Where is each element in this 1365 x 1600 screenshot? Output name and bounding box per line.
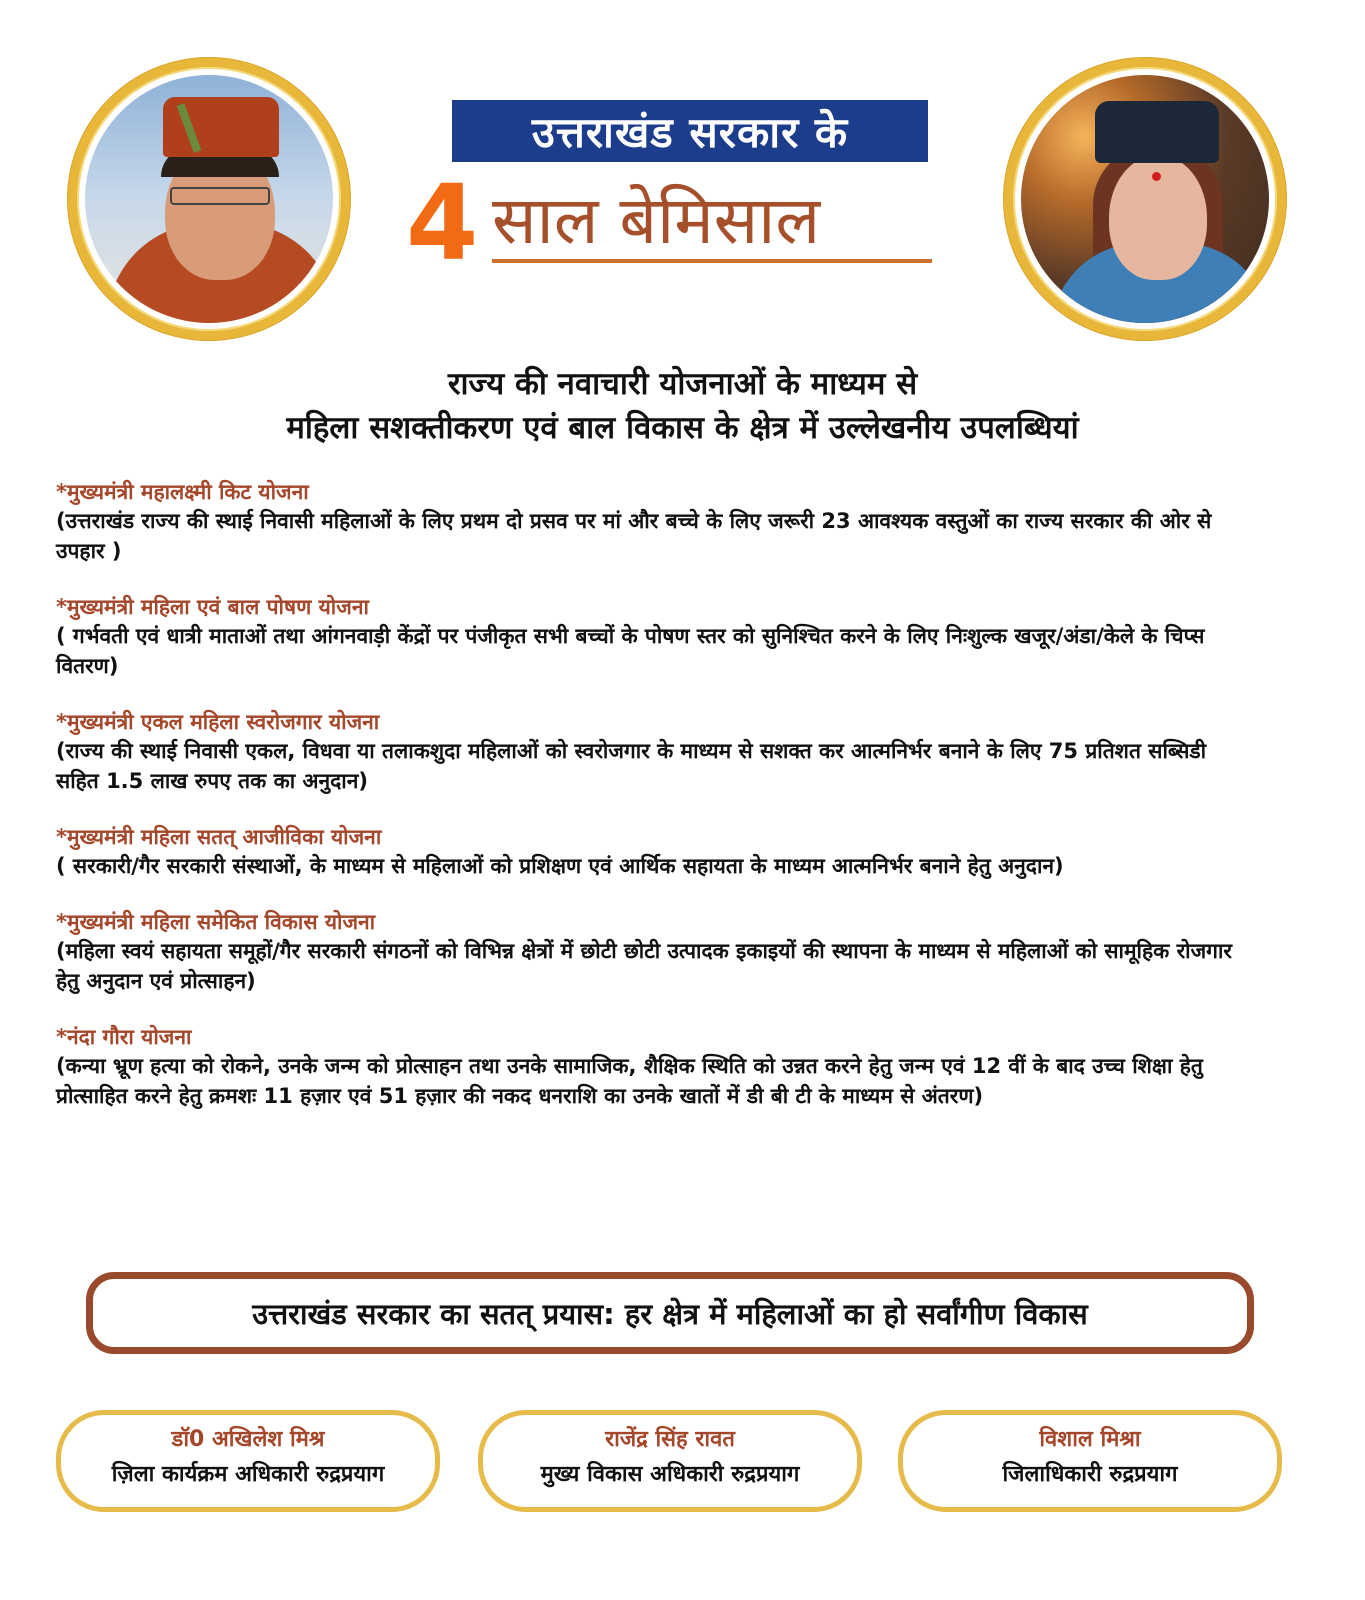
logo-number: 4	[406, 162, 479, 284]
scheme-description: (उत्तराखंड राज्य की स्थाई निवासी महिलाओं के लिए प्रथम दो प्रसव पर मां और बच्चे के लिए जरूरी 23 आवश्यक वस्तुओं का राज्य सरकार की ओर से उपहार )	[56, 509, 1212, 563]
scheme-title: *मुख्यमंत्री महिला एवं बाल पोषण योजना	[56, 595, 369, 619]
scheme-description: ( गर्भवती एवं धात्री माताओं तथा आंगनवाड़ी केंद्रों पर पंजीकृत सभी बच्चों के पोषण स्तर को सुनिश्चित करने के लिए निःशुल्क खजूर/अंडा/केले के चिप्स वितरण)	[56, 624, 1205, 678]
scheme-item	[56, 593, 1256, 681]
scheme-title: *मुख्यमंत्री महिला समेकित विकास योजना	[56, 910, 376, 934]
portrait-right	[1004, 58, 1286, 340]
official-role: मुख्य विकास अधिकारी रुद्रप्रयाग	[540, 1462, 800, 1487]
page-title	[0, 362, 1365, 450]
official-name: डॉ0 अखिलेश मिश्र	[171, 1427, 325, 1452]
official-role: ज़िला कार्यक्रम अधिकारी रुद्रप्रयाग	[111, 1462, 385, 1487]
scheme-item	[56, 708, 1256, 796]
title-line-2: महिला सशक्तीकरण एवं बाल विकास के क्षेत्र में उल्लेखनीय उपलब्धियां	[286, 410, 1079, 446]
glasses	[170, 187, 270, 205]
scheme-description: (कन्या भ्रूण हत्या को रोकने, उनके जन्म को प्रोत्साहन तथा उनके सामाजिक, शैक्षिक स्थिति को उन्नत करने हेतु जन्म एवं 12 वीं के बाद उच्च शिक्षा हेतु प्रोत्साहित करने हेतु क्रमशः 11 हज़ार एवं 51 हज़ार की नकद धनराशि का उनके खातों में डी बी टी के माध्यम से अंतरण)	[56, 1054, 1203, 1108]
logo-banner: उत्तराखंड सरकार के	[452, 100, 928, 162]
logo-tagline: साल बेमिसाल	[492, 183, 932, 263]
portrait-cap	[1095, 101, 1219, 163]
woman-portrait-photo	[1021, 75, 1269, 323]
scheme-title: *नंदा गौरा योजना	[56, 1025, 192, 1049]
official-name: विशाल मिश्रा	[1039, 1427, 1141, 1452]
scheme-title: *मुख्यमंत्री महालक्ष्मी किट योजना	[56, 480, 309, 504]
scheme-description: (महिला स्वयं सहायता समूहों/गैर सरकारी संगठनों को विभिन्न क्षेत्रों में छोटी छोटी उत्पादक इकाइयों की स्थापना के माध्यम से महिलाओं को सामूहिक रोजगार हेतु अनुदान एवं प्रोत्साहन)	[56, 939, 1233, 993]
official-card	[56, 1410, 440, 1512]
official-name: राजेंद्र सिंह रावत	[605, 1427, 735, 1452]
scheme-item	[56, 823, 1256, 881]
official-card	[898, 1410, 1282, 1512]
title-line-1: राज्य की नवाचारी योजनाओं के माध्यम से	[447, 366, 918, 402]
scheme-item	[56, 478, 1256, 566]
portrait-left	[68, 58, 350, 340]
schemes-list	[56, 478, 1256, 1138]
scheme-description: ( सरकारी/गैर सरकारी संस्थाओं, के माध्यम से महिलाओं को प्रशिक्षण एवं आर्थिक सहायता के माध्यम आत्मनिर्भर बनाने हेतु अनुदान)	[56, 854, 1064, 878]
campaign-logo	[400, 95, 960, 284]
official-card	[478, 1410, 862, 1512]
scheme-item	[56, 908, 1256, 996]
scheme-title: *मुख्यमंत्री महिला सतत् आजीविका योजना	[56, 825, 382, 849]
scheme-title: *मुख्यमंत्री एकल महिला स्वरोजगार योजना	[56, 710, 380, 734]
slogan-banner: उत्तराखंड सरकार का सतत् प्रयास: हर क्षेत्र में महिलाओं का हो सर्वांगीण विकास	[86, 1272, 1254, 1354]
scheme-description: (राज्य की स्थाई निवासी एकल, विधवा या तलाकशुदा महिलाओं को स्वरोजगार के माध्यम से सशक्त कर आत्मनिर्भर बनाने के लिए 75 प्रतिशत सब्सिडी सहित 1.5 लाख रुपए तक का अनुदान)	[56, 739, 1207, 793]
scheme-item	[56, 1023, 1256, 1111]
bindi	[1152, 172, 1161, 181]
man-portrait-photo	[85, 75, 333, 323]
official-role: जिलाधिकारी रुद्रप्रयाग	[1002, 1462, 1178, 1487]
